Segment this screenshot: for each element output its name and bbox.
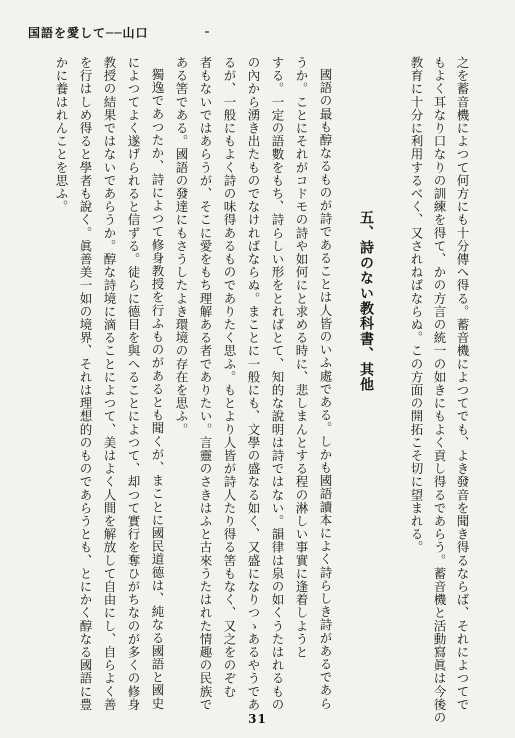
text-column: を行はしめ得ると學者も說く。眞善美一如の境界、それは理想的のものであらうとも、とにかく醇なる國語に豊 (78, 56, 93, 711)
text-column: によつてよく遂げられると信ずる。徒らに德目を與へることによつて、却つて實行を奪ひがちなのが多くの修身 (126, 56, 141, 711)
text-column: うか。ことにそれがコドモの詩や如何にと求める時に、悲しまんとする程の淋しい事實に逢着しようと (294, 56, 309, 659)
text-column: の內から湧き出たものでなければならぬ。まことに一般にも、文學の盛なる如く、又盛になりつゝあるやうであ (246, 56, 261, 711)
text-column: かに養はれんことを思ふ。 (54, 56, 69, 214)
text-column: もよく耳なり口なりの訓練を得て、かの方言の統一の如きにもよく貢し得るであらう。蓄音機と活動寫眞は今後の (432, 56, 447, 725)
text-column: する。一定の語數をもち、詩らしい形をとればとて、知的な說明は詩ではない。韻律は泉の如くうたはれるもの (270, 56, 285, 711)
text-column: るが、一般にもよく詩の味得あるものでありたく思ふ。もとより人皆が詩人たり得る筈もなく、又之をのぞむ (222, 56, 237, 698)
page-number: 31 (248, 712, 267, 726)
running-header: 国語を愛して──山口 (28, 26, 149, 40)
text-column: 者もないではあらうが、そこに愛をもち理解ある者でありたい。言靈のさきはふと古來うたはれた情趣の民族で (198, 56, 213, 711)
text-column: 獨逸であつたか、詩によつて修身教授を行ふものがあるとも聞くが、まことに國民道德は、純なる國語と國史 (150, 68, 165, 710)
section-heading: 五、詩のない教科書、其他 (358, 210, 374, 393)
text-column: 之を蓄音機によつて何方にも十分傳へ得る。蓄音機によつてでも、よき發音を聞き得るならば、それによつてで (455, 56, 470, 711)
text-column: ある筈である。國語の發達にもさうしたよき環境の存在を思ふ。 (174, 56, 189, 436)
text-column: 國語の最も醇なるものが詩であることは人皆のいふ處である。しかも國語讀本によく詩らしき詩があるであら (318, 68, 333, 710)
text-column: 教育に十分に利用するべく、又されねばならぬ。この方面の開拓こそ切に望まれる。 (409, 56, 424, 554)
header-mark (205, 31, 209, 33)
text-column: 教授の結果ではないであらうか。醇な詩境に滴ることによつて、美はよく人間を解放して自由にし、自らよく善 (102, 56, 117, 711)
